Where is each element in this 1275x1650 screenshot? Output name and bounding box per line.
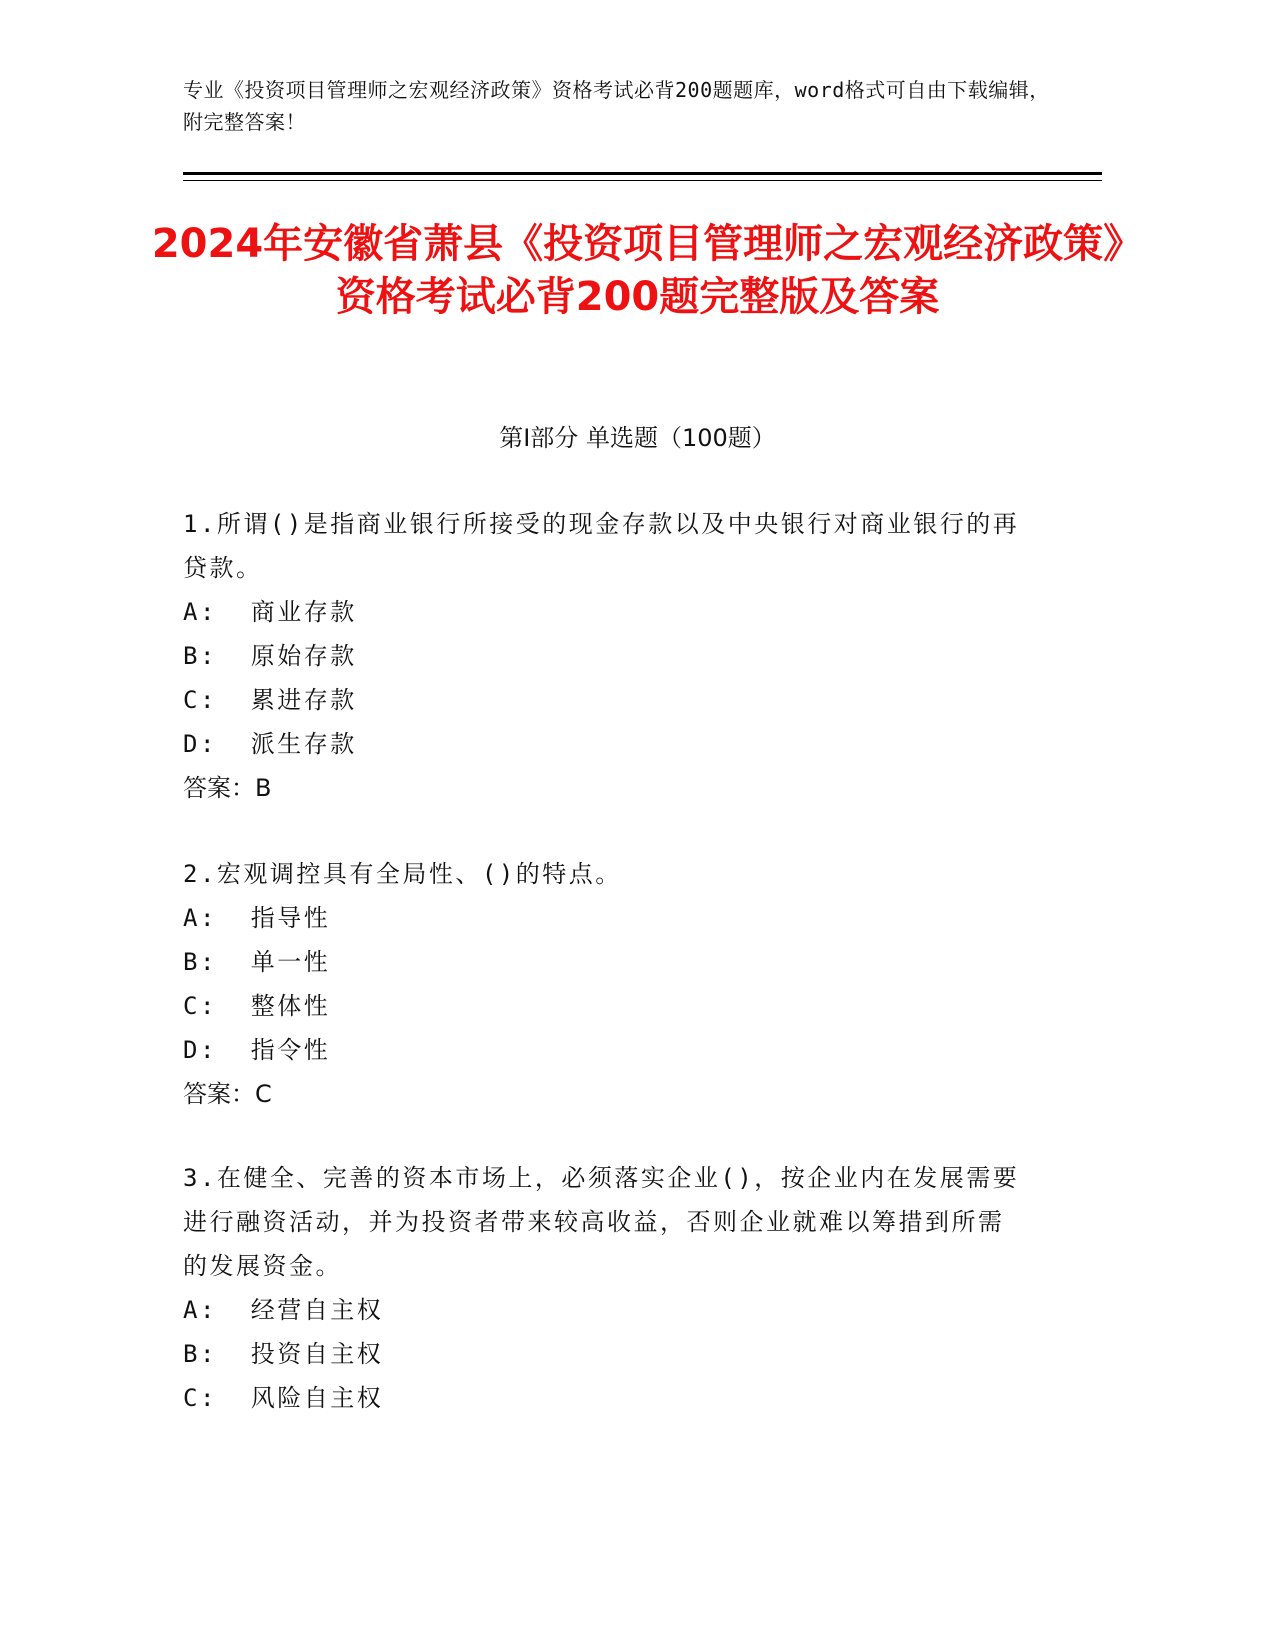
option-c: C: 风险自主权 [183,1384,384,1412]
section-title: 第Ⅰ部分 单选题（100题） [499,424,776,452]
question-3 [183,1156,1023,1420]
option-d: D: 派生存款 [183,730,357,758]
option-b: B: 原始存款 [183,642,357,670]
option-a: A: 经营自主权 [183,1296,384,1324]
option-d: D: 指令性 [183,1036,331,1064]
question-text: 3.在健全、完善的资本市场上，必须落实企业()，按企业内在发展需要进行融资活动，并为投资者带来较高收益，否则企业就难以筹措到所需的发展资金。 [183,1164,1020,1280]
option-a: A: 指导性 [183,904,331,932]
option-b: B: 单一性 [183,948,331,976]
option-c: C: 累进存款 [183,686,357,714]
answer: 答案：C [183,1080,272,1108]
document-title: 2024年安徽省萧县《投资项目管理师之宏观经济政策》资格考试必背200题完整版及答案 [151,221,1124,320]
question-1 [183,502,1023,810]
option-c: C: 整体性 [183,992,331,1020]
answer: 答案：B [183,774,272,802]
question-2 [183,852,1023,1116]
header-note: 专业《投资项目管理师之宏观经济政策》资格考试必背200题题库，word格式可自由下载编辑，附完整答案！ [183,78,1050,134]
question-text: 1.所谓()是指商业银行所接受的现金存款以及中央银行对商业银行的再贷款。 [183,510,1020,582]
option-a: A: 商业存款 [183,598,357,626]
option-b: B: 投资自主权 [183,1340,384,1368]
header-divider-thin [183,180,1102,181]
header-divider-thick [183,172,1102,175]
question-text: 2.宏观调控具有全局性、()的特点。 [183,860,622,888]
